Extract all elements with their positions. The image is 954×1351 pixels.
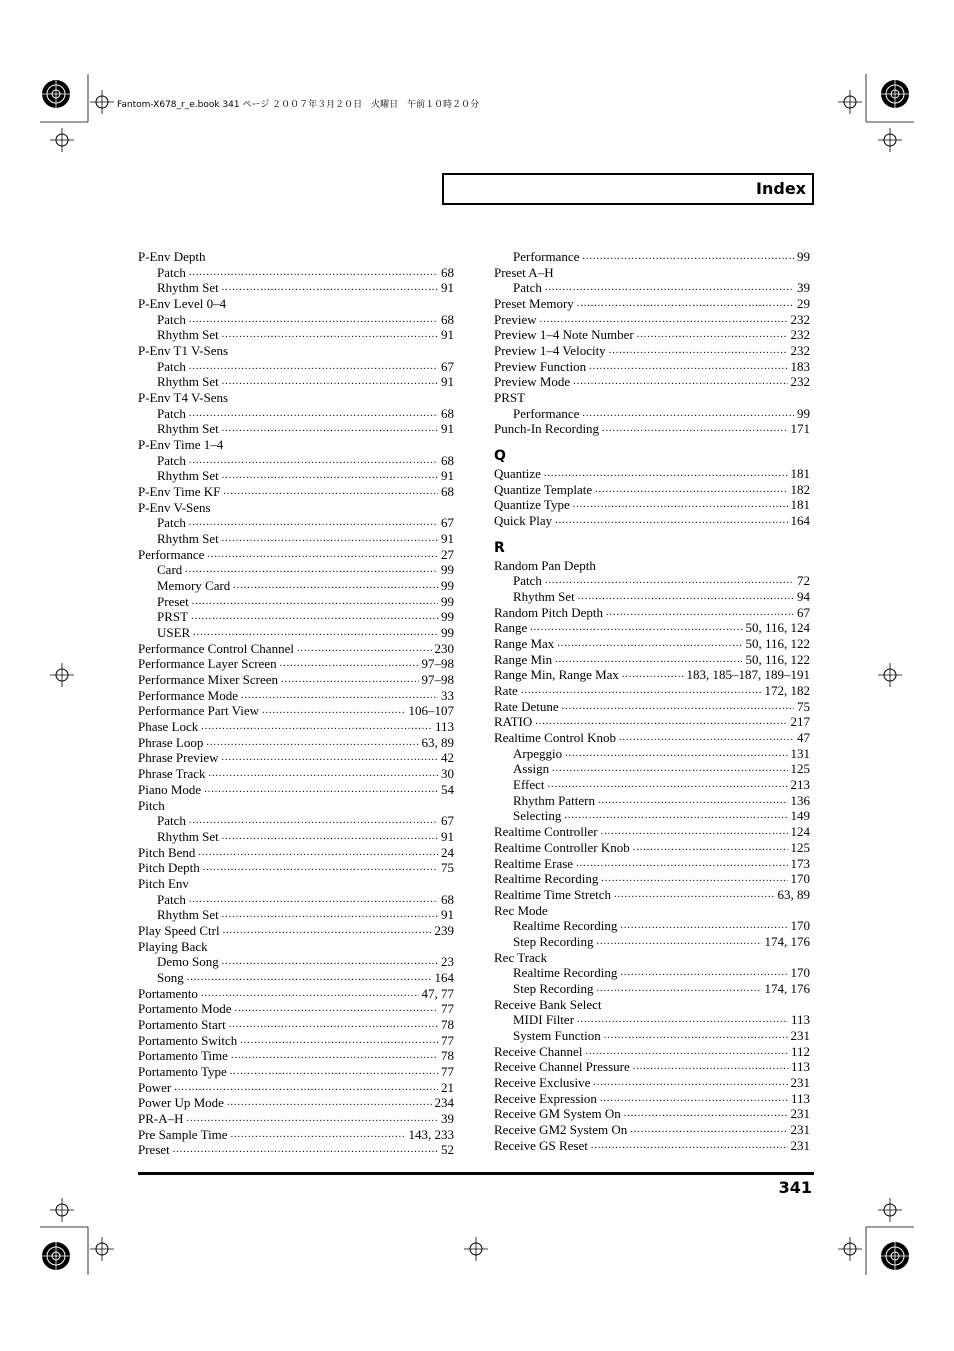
page-reference: 97–98 (421, 656, 454, 672)
index-term: P-Env V-Sens (138, 499, 211, 515)
page-reference: 217 (790, 714, 810, 730)
page-reference: 231 (790, 1074, 810, 1090)
page-reference: 68 (441, 891, 454, 907)
index-term: Pitch Bend (138, 844, 196, 860)
index-term: USER (157, 625, 191, 641)
index-term: Realtime Controller (494, 824, 598, 840)
page-reference: 67 (441, 358, 454, 374)
index-term: Patch (157, 311, 186, 327)
page-reference: 173 (790, 855, 810, 871)
index-term: Performance Layer Screen (138, 656, 277, 672)
index-term: Step Recording (513, 933, 594, 949)
index-term: Step Recording (513, 980, 594, 996)
page-reference: 231 (790, 1027, 810, 1043)
page-reference: 67 (797, 604, 810, 620)
page-reference: 183 (790, 358, 810, 374)
page-reference: 232 (790, 374, 810, 390)
index-term: Phrase Track (138, 766, 206, 782)
page-reference: 91 (441, 907, 454, 923)
index-term: Realtime Recording (513, 918, 618, 934)
page-reference: 125 (790, 839, 810, 855)
index-term: Rec Mode (494, 902, 548, 918)
letter-heading: Q (494, 448, 506, 465)
page-reference: 231 (790, 1106, 810, 1122)
index-term: Patch (513, 280, 542, 296)
index-term: Rhythm Set (157, 374, 219, 390)
index-term: Phrase Preview (138, 750, 219, 766)
page-reference: 63, 89 (421, 734, 454, 750)
index-term: Rate (494, 683, 518, 699)
index-term: Performance Mode (138, 687, 238, 703)
index-term: Performance (138, 546, 205, 562)
page-reference: 174, 176 (764, 980, 810, 996)
page-reference: 91 (441, 374, 454, 390)
page-reference: 91 (441, 828, 454, 844)
index-term: Memory Card (157, 578, 231, 594)
index-term: Patch (157, 452, 186, 468)
page-reference: 164 (790, 513, 810, 529)
page-reference: 91 (441, 468, 454, 484)
index-term: Patch (157, 891, 186, 907)
index-term: Realtime Control Knob (494, 730, 617, 746)
page-reference: 52 (441, 1142, 454, 1158)
page-reference: 125 (790, 761, 810, 777)
page-reference: 68 (441, 311, 454, 327)
page-reference: 91 (441, 531, 454, 547)
index-term: Realtime Time Stretch (494, 886, 611, 902)
index-term: Rhythm Set (513, 589, 575, 605)
index-term: Pitch (138, 797, 165, 813)
index-term: Rhythm Set (157, 327, 219, 343)
page-reference: 63, 89 (777, 886, 810, 902)
index-term: Preview 1–4 Note Number (494, 327, 634, 343)
index-term: Rhythm Set (157, 280, 219, 296)
page-reference: 182 (790, 481, 810, 497)
index-term: Preview 1–4 Velocity (494, 343, 606, 359)
index-term: Rhythm Set (157, 531, 219, 547)
page-reference: 91 (441, 421, 454, 437)
print-header: Fantom-X678_r_e.book 341 ページ ２００７年３月２０日 火曜日 午前１０時２０分 (117, 100, 480, 110)
index-term: Preset Memory (494, 296, 574, 311)
page-reference: 24 (441, 844, 454, 860)
index-term: Quick Play (494, 513, 553, 529)
index-term: Preset (157, 593, 189, 609)
page-reference: 124 (790, 824, 810, 840)
page-reference: 47 (797, 730, 810, 746)
page-reference: 67 (441, 515, 454, 531)
index-term: Pre Sample Time (138, 1126, 228, 1142)
page-reference: 112 (790, 1043, 810, 1059)
page-reference: 230 (434, 640, 454, 656)
page-reference: 99 (441, 593, 454, 609)
page-reference: 232 (790, 343, 810, 359)
index-term: Receive Channel Pressure (494, 1059, 630, 1075)
page-reference: 170 (790, 918, 810, 934)
page-reference: 239 (434, 922, 454, 938)
page-reference: 136 (790, 792, 810, 808)
page-reference: 75 (797, 698, 810, 714)
index-term: Performance (513, 405, 580, 421)
page-reference: 170 (790, 871, 810, 887)
index-term: Performance Part View (138, 703, 259, 719)
page-reference: 113 (790, 1059, 810, 1075)
page-reference: 149 (790, 808, 810, 824)
index-term: Random Pitch Depth (494, 604, 604, 620)
index-term: Preview (494, 311, 537, 327)
page-reference: 113 (790, 1012, 810, 1028)
page-reference: 97–98 (421, 672, 454, 688)
index-term: Rhythm Set (157, 907, 219, 923)
index-term: RATIO (494, 714, 533, 730)
page-reference: 231 (790, 1121, 810, 1137)
index-term: P-Env Level 0–4 (138, 296, 227, 311)
section-title: Index (756, 179, 806, 198)
page-reference: 75 (441, 860, 454, 876)
page-reference: 174, 176 (764, 933, 810, 949)
page-reference: 232 (790, 311, 810, 327)
page-reference: 21 (441, 1079, 454, 1095)
page-reference: 234 (434, 1095, 454, 1111)
index-term: Card (157, 562, 183, 578)
index-term: Phrase Loop (138, 734, 204, 750)
page-reference: 68 (441, 452, 454, 468)
index-term: Piano Mode (138, 781, 202, 797)
index-term: Realtime Recording (494, 871, 599, 887)
page-reference: 68 (441, 405, 454, 421)
index-term: Performance Mixer Screen (138, 672, 279, 688)
page-reference: 50, 116, 122 (745, 636, 810, 652)
page-reference: 77 (441, 1063, 454, 1079)
index-term: Preset (138, 1142, 170, 1158)
page-reference: 171 (790, 421, 810, 437)
page-reference: 67 (441, 813, 454, 829)
index-term: Portamento Mode (138, 1001, 232, 1017)
index-term: Preview Function (494, 358, 587, 374)
index-term: Portamento Time (138, 1048, 228, 1064)
index-term: Quantize (494, 466, 541, 482)
index-term: Playing Back (138, 938, 208, 954)
index-term: P-Env T1 V-Sens (138, 343, 229, 359)
index-term: Range Min (494, 651, 553, 667)
index-term: Receive GS Reset (494, 1137, 588, 1153)
index-term: Patch (513, 573, 542, 589)
index-term: Rhythm Pattern (513, 792, 595, 808)
page-reference: 106–107 (408, 703, 454, 719)
page-reference: 213 (790, 777, 810, 793)
index-term: MIDI Filter (513, 1012, 575, 1028)
page-reference: 99 (441, 609, 454, 625)
page-reference: 181 (790, 466, 810, 482)
index-term: P-Env Depth (138, 248, 206, 264)
page-reference: 91 (441, 280, 454, 296)
index-term: Rec Track (494, 949, 548, 965)
page-reference: 99 (797, 248, 810, 264)
page-reference: 47, 77 (421, 985, 454, 1001)
index-term: Patch (157, 358, 186, 374)
index-term: Receive Channel (494, 1043, 583, 1059)
index-term: Punch-In Recording (494, 421, 600, 437)
page-reference: 94 (797, 589, 810, 605)
index-term: Pitch Env (138, 875, 189, 891)
page-reference: 131 (790, 745, 810, 761)
index-term: Assign (513, 761, 550, 777)
index-term: Effect (513, 777, 545, 793)
page-reference: 50, 116, 122 (745, 651, 810, 667)
page-reference: 99 (441, 578, 454, 594)
page-reference: 33 (441, 687, 454, 703)
index-term: Portamento (138, 985, 198, 1001)
index-term: Receive Expression (494, 1090, 597, 1106)
page-reference: 42 (441, 750, 454, 766)
page-reference: 91 (441, 327, 454, 343)
index-term: Rhythm Set (157, 828, 219, 844)
index-term: P-Env Time KF (138, 484, 221, 500)
index-term: P-Env Time 1–4 (138, 437, 224, 453)
index-term: Receive Exclusive (494, 1074, 591, 1090)
page-reference: 54 (441, 781, 454, 797)
page-reference: 23 (441, 954, 454, 970)
page-reference: 72 (797, 573, 810, 589)
page-reference: 78 (441, 1048, 454, 1064)
page-reference: 164 (434, 969, 454, 985)
index-term: Range Min, Range Max (494, 667, 619, 683)
index-term: P-Env T4 V-Sens (138, 390, 229, 406)
page-reference: 143, 233 (408, 1126, 454, 1142)
index-term: Quantize Type (494, 497, 570, 513)
index-term: Demo Song (157, 954, 219, 970)
index-term: Power (138, 1079, 172, 1095)
index-term: Rhythm Set (157, 421, 219, 437)
page-reference: 183, 185–187, 189–191 (686, 667, 810, 683)
index-term: Song (157, 969, 184, 985)
index-term: Portamento Type (138, 1063, 227, 1079)
index-term: PRST (157, 609, 189, 625)
page-reference: 99 (797, 405, 810, 421)
index-term: Arpeggio (513, 745, 563, 761)
page-reference: 77 (441, 1032, 454, 1048)
page-reference: 113 (790, 1090, 810, 1106)
index-term: Power Up Mode (138, 1095, 224, 1111)
page-number: 341 (778, 1178, 812, 1197)
index-term: Performance (513, 248, 580, 264)
index-term: PR-A–H (138, 1110, 184, 1126)
page-reference: 172, 182 (764, 683, 810, 699)
index-term: Receive Bank Select (494, 996, 602, 1012)
index-term: Performance Control Channel (138, 640, 294, 656)
index-term: Patch (157, 813, 186, 829)
index-term: Random Pan Depth (494, 557, 596, 573)
index-term: Realtime Erase (494, 855, 574, 871)
index-term: System Function (513, 1027, 601, 1043)
index-term: Phase Lock (138, 719, 199, 735)
page-reference: 170 (790, 965, 810, 981)
index-term: Preset A–H (494, 264, 554, 280)
index-term: Pitch Depth (138, 860, 200, 876)
page-reference: 231 (790, 1137, 810, 1153)
page-reference: 30 (441, 766, 454, 782)
page-reference: 78 (441, 1016, 454, 1032)
index-term: PRST (494, 390, 526, 406)
letter-heading: R (494, 539, 505, 556)
page-reference: 39 (441, 1110, 454, 1126)
index-term: Preview Mode (494, 374, 571, 390)
index-term: Rate Detune (494, 698, 559, 714)
page-reference: 39 (797, 280, 810, 296)
page-reference: 29 (797, 296, 810, 311)
page-reference: 181 (790, 497, 810, 513)
index-term: Realtime Controller Knob (494, 839, 630, 855)
index-term: Rhythm Set (157, 468, 219, 484)
page-reference: 27 (441, 546, 454, 562)
index-term: Realtime Recording (513, 965, 618, 981)
index-term: Play Speed Ctrl (138, 922, 220, 938)
index-term: Range (494, 620, 528, 636)
page-reference: 68 (441, 264, 454, 280)
index-term: Selecting (513, 808, 562, 824)
index-term: Portamento Start (138, 1016, 226, 1032)
index-term: Range Max (494, 636, 555, 652)
index-term: Quantize Template (494, 481, 593, 497)
index-term: Portamento Switch (138, 1032, 238, 1048)
index-term: Receive GM2 System On (494, 1121, 628, 1137)
page-reference: 77 (441, 1001, 454, 1017)
page-reference: 50, 116, 124 (745, 620, 810, 636)
page-reference: 232 (790, 327, 810, 343)
index-term: Receive GM System On (494, 1106, 621, 1122)
page-reference: 99 (441, 625, 454, 641)
index-term: Patch (157, 405, 186, 421)
page-reference: 68 (441, 484, 454, 500)
index-term: Patch (157, 264, 186, 280)
page-reference: 113 (434, 719, 454, 735)
page-reference: 99 (441, 562, 454, 578)
index-term: Patch (157, 515, 186, 531)
